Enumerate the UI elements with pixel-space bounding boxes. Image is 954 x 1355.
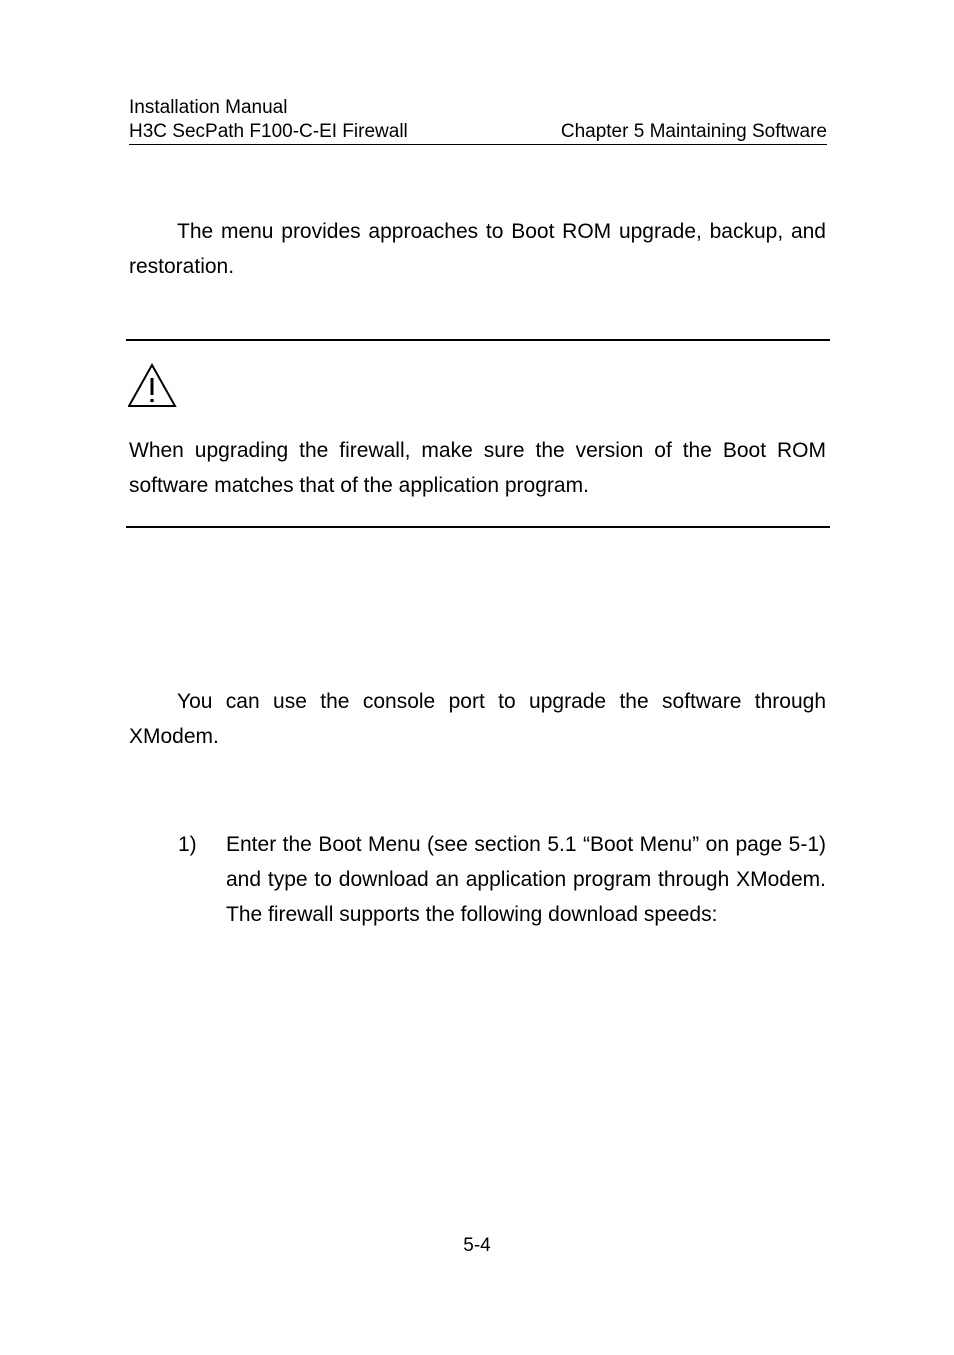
manual-title: Installation Manual xyxy=(129,97,288,118)
list-item-text: Enter the Boot Menu (see section 5.1 “Boot Menu” on page 5-1) and type to download an application program through XModem. The firewall supports the following download speeds: xyxy=(226,833,826,926)
caution-text: When upgrading the firewall, make sure the version of the Boot ROM software matches that of the application program. xyxy=(129,439,826,497)
caution-bottom-rule xyxy=(126,526,830,528)
page-header xyxy=(129,96,827,145)
chapter-title: Chapter 5 Maintaining Software xyxy=(560,121,827,142)
list-item-number: 1) xyxy=(178,833,197,856)
xmodem-paragraph: You can use the console port to upgrade the software through XModem. xyxy=(129,690,826,748)
intro-paragraph: The menu provides approaches to Boot ROM upgrade, backup, and restoration. xyxy=(129,220,826,278)
header-row xyxy=(129,120,827,145)
list-item xyxy=(178,827,826,932)
product-name: H3C SecPath F100-C-EI Firewall xyxy=(129,121,408,142)
caution-top-rule xyxy=(126,339,830,341)
page-number: 5-4 xyxy=(463,1235,491,1256)
warning-triangle-icon xyxy=(128,362,178,408)
